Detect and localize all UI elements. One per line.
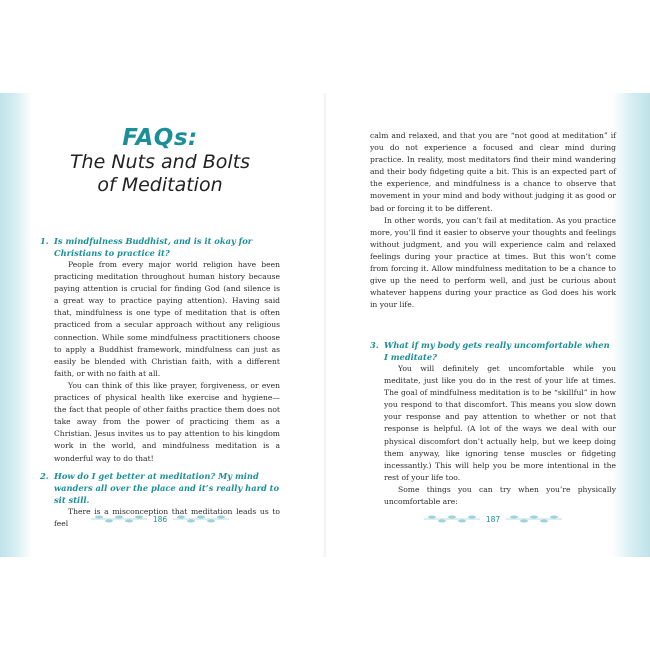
- paragraph: Some things you can try when you’re physically uncomfortable are:: [384, 484, 616, 507]
- faq-answer-3: [384, 363, 616, 508]
- faq-question-3: [370, 339, 616, 363]
- book-gutter: [323, 93, 327, 557]
- faq-question-text: What if my body gets really uncomfortable when I meditate?: [384, 340, 610, 362]
- right-edge-tint: [612, 93, 650, 557]
- left-page: [40, 93, 280, 557]
- page-number: 186: [152, 514, 168, 524]
- page-number: 187: [485, 514, 501, 524]
- right-page: [370, 93, 616, 557]
- title-line-2: The Nuts and Bolts: [69, 151, 251, 173]
- faq-question-text: Is mindfulness Buddhist, and is it okay for Christians to practice it?: [54, 236, 253, 258]
- faq-number: 2.: [40, 471, 49, 481]
- faq-question-1: [40, 235, 280, 259]
- title-faqs: FAQs:: [122, 125, 198, 151]
- faq-question-2: [40, 470, 280, 506]
- faq-item-1: [40, 235, 280, 465]
- leaf-ornament-icon: [422, 514, 482, 524]
- faq-question-text: How do I get better at meditation? My mind wanders all over the place and it’s really hard to sit still.: [54, 471, 280, 505]
- leaf-ornament-icon: [504, 514, 564, 524]
- leaf-ornament-icon: [89, 514, 149, 524]
- paragraph: You can think of this like prayer, forgiveness, or even practices of physical health like exercise and hygiene—the fact that people of other faiths practice them does not take away from the power of practicing them as a Christian. Jesus invites us to pay attention to his kingdom work in the world, and mindfulness meditation is a wonderful way to do that!: [54, 380, 280, 463]
- paragraph: You will definitely get uncomfortable while you meditate, just like you do in the rest of your life at times. The goal of mindfulness meditation is to be “skillful” in how you respond to that discomfort. This means you slow down your response and pay attention to whether or not that response is helpful. (A lot of the ways we deal with our physical discomfort don’t actually help, but we keep doing them anyway, like ignoring tense muscles or fidgeting incessantly.) This will help you be more intentional in the rest of your life too.: [384, 364, 616, 482]
- title-line-3: of Meditation: [97, 174, 223, 196]
- book-spread: [0, 93, 650, 557]
- paragraph: People from every major world religion have been practicing meditation throughout human history because paying attention is crucial for finding God (and silence is a great way to practice paying attention). Having said that, mindfulness is one type of meditation that is often practiced from a secular approach without any religious connection. While some mindfulness practitioners choose to apply a Buddhist framework, mindfulness can just as easily be blended with Christian faith, with a different faith, or with no faith at all.: [54, 260, 280, 378]
- left-edge-tint: [0, 93, 32, 557]
- leaf-ornament-icon: [171, 514, 231, 524]
- paragraph: In other words, you can’t fail at meditation. As you practice more, you’ll find it easier to observe your thoughts and feelings without judgment, and you will experience calm and relaxed feelings during your practice at times. But this won’t come from forcing it. Allow mindfulness meditation to be a chance to give up the need to perform well, and just be curious about whatever happens during your practice as God does his work in your life.: [370, 215, 616, 310]
- paragraph: calm and relaxed, and that you are “not good at meditation” if you do not experience a focused and clear mind during practice. In reality, most meditators find their mind wandering and their body fidgeting quite a bit. This is an expected part of the experience, and mindfulness is a chance to observe that movement in your mind and body without judging it as good or bad or forcing it to be different.: [370, 131, 616, 213]
- paragraph: There is a misconception that meditation leads us to feel: [54, 507, 280, 529]
- faq-answer-1: [54, 259, 280, 465]
- page-footer-right: [370, 514, 616, 524]
- faq-number: 3.: [370, 340, 379, 350]
- faq-item-3: [370, 339, 616, 508]
- chapter-title: [40, 125, 280, 197]
- faq-number: 1.: [40, 236, 49, 246]
- page-footer-left: [40, 514, 280, 524]
- continued-answer-2: [370, 130, 616, 311]
